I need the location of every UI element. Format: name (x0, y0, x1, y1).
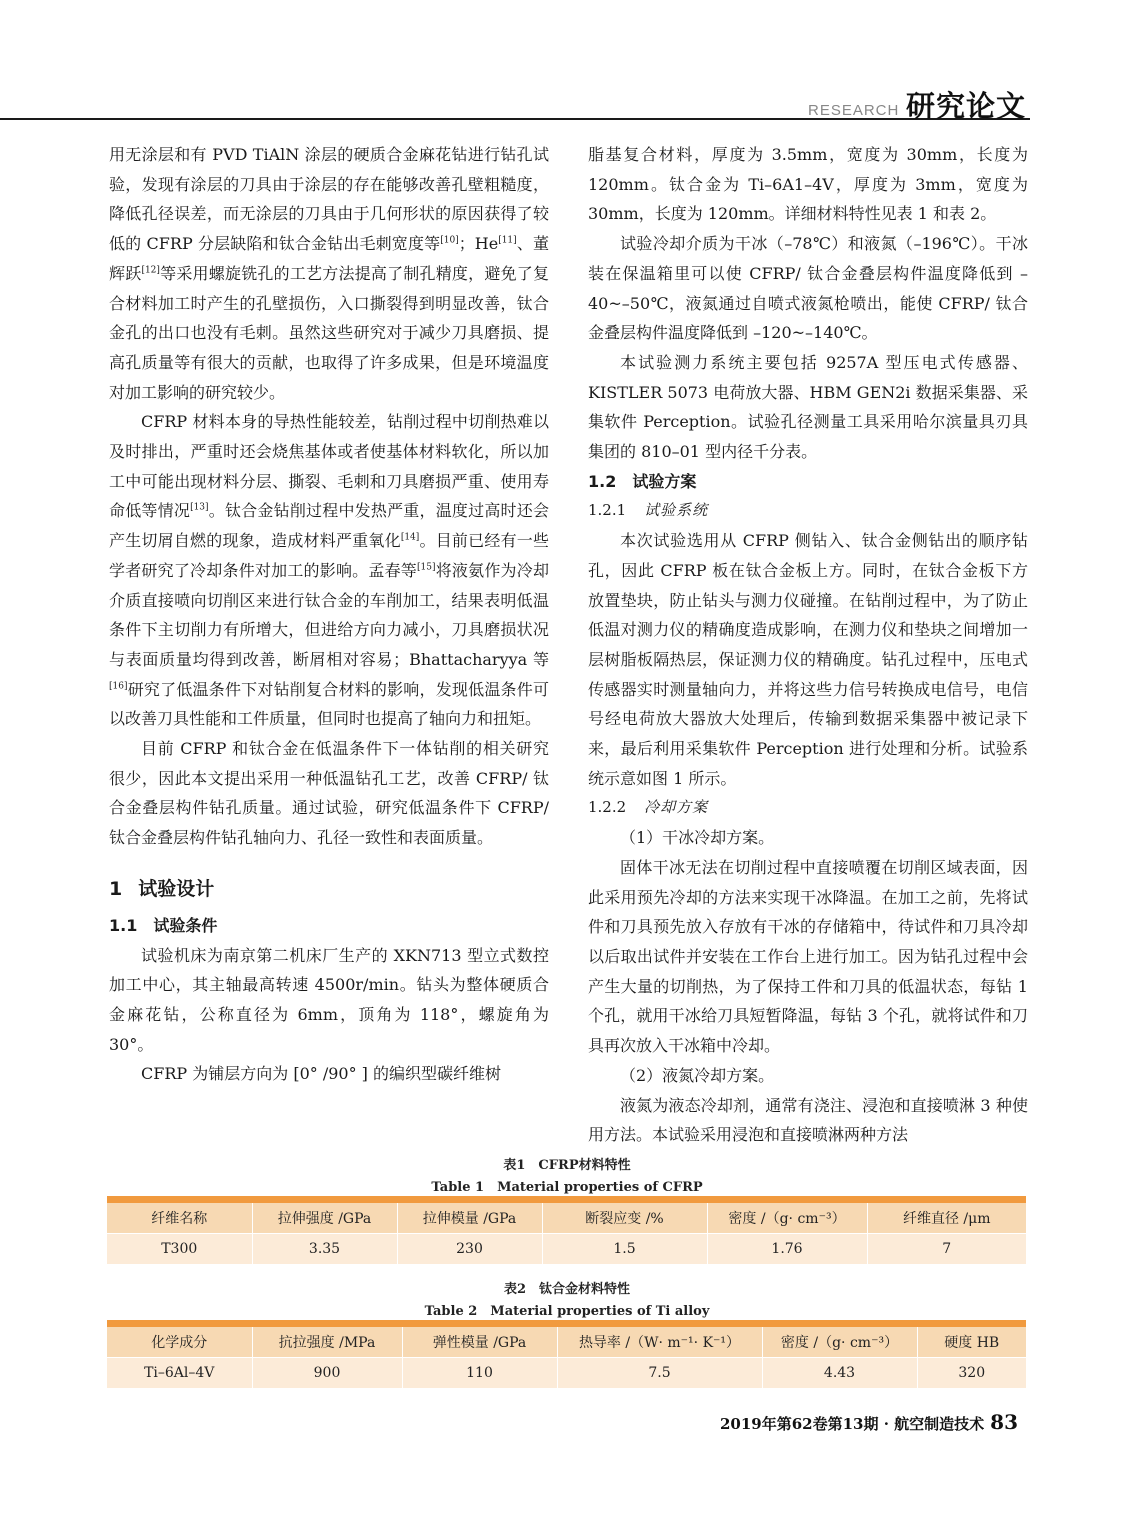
paragraph: 试验冷却介质为干冰（–78℃）和液氮（–196℃）。干冰装在保温箱里可以使 CFRP/ 钛合金叠层构件温度降低到 –40~–50℃，液氮通过自喷式液氮枪喷出，能使 CFRP/ 钛合金叠层构件温度降低到 –120~–140℃。 (588, 234, 1028, 343)
table-cell: 3.35 (252, 1234, 397, 1265)
table-header-cell: 密度 /（g· cm⁻³） (762, 1324, 917, 1358)
subsubsection-heading: 1.2.1 试验系统 (588, 501, 709, 520)
citation-ref[interactable]: [14] (400, 532, 420, 543)
table-header-cell: 拉伸强度 /GPa (252, 1200, 397, 1234)
citation-ref[interactable]: [12] (141, 265, 160, 276)
table-cell: T300 (107, 1234, 252, 1265)
journal-info: 2019年第62卷第13期 · 航空制造技术 (720, 1415, 985, 1433)
table-header-cell: 化学成分 (107, 1324, 252, 1358)
table-header-cell: 断裂应变 /% (542, 1200, 707, 1234)
table1-caption-cn: 表1 CFRP材料特性 (503, 1158, 631, 1173)
table-cell: 1.76 (707, 1234, 867, 1265)
section-heading: 1 试验设计 (109, 877, 215, 900)
table-header-row (107, 1200, 1026, 1234)
table-cell: 7.5 (557, 1358, 762, 1389)
citation-ref[interactable]: [11] (498, 235, 517, 246)
citation-ref[interactable]: [16] (109, 681, 128, 692)
table1 (107, 1196, 1026, 1264)
table-header-cell: 密度 /（g· cm⁻³） (707, 1200, 867, 1234)
table-header-row (107, 1324, 1026, 1358)
paragraph: （1）干冰冷却方案。 (620, 828, 775, 848)
paragraph: 脂基复合材料，厚度为 3.5mm，宽度为 30mm，长度为 120mm。钛合金为 Ti–6A1–4V，厚度为 3mm，宽度为 30mm，长度为 120mm。详细材料特性见表 1 和表 2。 (588, 145, 1028, 224)
citation-ref[interactable]: [13] (190, 503, 209, 514)
table-header-cell: 硬度 HB (917, 1324, 1026, 1358)
paragraph: 本试验测力系统主要包括 9257A 型压电式传感器、KISTLER 5073 电荷放大器、HBM GEN2i 数据采集器、采集软件 Perception。试验孔径测量工具采用哈尔滨量具刃具集团的 810–01 型内径千分表。 (588, 352, 1028, 462)
paragraph: 目前 CFRP 和钛合金在低温条件下一体钻削的相关研究很少，因此本文提出采用一种低温钻孔工艺，改善 CFRP/ 钛合金叠层构件钻孔质量。通过试验，研究低温条件下 CFRP/ 钛合金叠层构件钻孔轴向力、孔径一致性和表面质量。 (109, 739, 549, 848)
subsection-heading: 1.2 试验方案 (588, 471, 697, 491)
table2-caption-en: Table 2 Material properties of Ti alloy (424, 1304, 710, 1319)
paragraph: 用无涂层和有 PVD TiAlN 涂层的硬质合金麻花钻进行钻孔试验，发现有涂层的刀具由于涂层的存在能够改善孔壁粗糙度，降低孔径误差，而无涂层的刀具由于几何形状的原因获得了较低的 CFRP 分层缺陷和钛合金钻出毛刺宽度等[10]；He[11]、董辉跃[12]等采用螺旋铣孔的工艺方法提高了制孔精度，避免了复合材料加工时产生的孔壁损伤，入口撕裂得到明显改善，钛合金孔的出口也没有毛刺。虽然这些研究对于减少刀具磨损、提高孔质量等有很大的贡献，也取得了许多成果，但是环境温度对加工影响的研究较少。 (109, 145, 549, 402)
section-title: 研究论文 (906, 89, 1027, 123)
paragraph: （2）液氮冷却方案。 (620, 1065, 775, 1085)
research-label: RESEARCH (808, 102, 900, 119)
paragraph: 固体干冰无法在切削过程中直接喷覆在切削区域表面，因此采用预先冷却的方法来实现干冰降温。在加工之前，先将试件和刀具预先放入存放有干冰的存储箱中，待试件和刀具冷却以后取出试件并安装在工作台上进行加工。因为钻孔过程中会产生大量的切削热，为了保持工件和刀具的低温状态，每钻 1 个孔，就用干冰给刀具短暂降温，每钻 3 个孔，就将试件和刀具再次放入干冰箱中冷却。 (588, 857, 1028, 1056)
citation-ref[interactable]: [15] (417, 562, 436, 573)
paragraph: 试验机床为南京第二机床厂生产的 XKN713 型立式数控加工中心，其主轴最高转速 4500r/min。钻头为整体硬质合金麻花钻，公称直径为 6mm，顶角为 118°，螺旋角为 30°。 (109, 945, 549, 1054)
subsection-heading: 1.1 试验条件 (109, 915, 218, 935)
table-header-cell: 抗拉强度 /MPa (252, 1324, 402, 1358)
paragraph: 液氮为液态冷却剂，通常有浇注、浸泡和直接喷淋 3 种使用方法。本试验采用浸泡和直接喷淋两种方法 (588, 1095, 1028, 1145)
table-cell: 230 (397, 1234, 542, 1265)
table-cell: 7 (867, 1234, 1026, 1265)
table-header-cell: 热导率 /（W· m⁻¹· K⁻¹） (557, 1324, 762, 1358)
subsubsection-heading: 1.2.2 冷却方案 (588, 798, 709, 817)
table-cell: 4.43 (762, 1358, 917, 1389)
table-header-cell: 纤维直径 /μm (867, 1200, 1026, 1234)
paragraph: 本次试验选用从 CFRP 侧钻入、钛合金侧钻出的顺序钻孔，因此 CFRP 板在钛合金板上方。同时，在钛合金板下方放置垫块，防止钻头与测力仪碰撞。在钻削过程中，为了防止低温对测力仪的精确度造成影响，在测力仪和垫块之间增加一层树脂板隔热层，保证测力仪的精确度。钻孔过程中，压电式传感器实时测量轴向力，并将这些力信号转换成电信号，电信号经电荷放大器放大处理后，传输到数据采集器中被记录下来，最后利用采集软件 Perception 进行处理和分析。试验系统示意如图 1 所示。 (588, 531, 1028, 788)
table2 (107, 1320, 1026, 1388)
right-column (588, 140, 1028, 1150)
table-cell: Ti–6Al–4V (107, 1358, 252, 1389)
page-number: 83 (990, 1410, 1019, 1434)
table-cell: 1.5 (542, 1234, 707, 1265)
page-footer (720, 1410, 1018, 1434)
citation-ref[interactable]: [10] (440, 235, 459, 246)
table1-caption-en: Table 1 Material properties of CFRP (431, 1180, 703, 1195)
table-header-cell: 弹性模量 /GPa (402, 1324, 557, 1358)
table-row (107, 1234, 1026, 1265)
left-column (109, 140, 549, 1089)
paragraph: CFRP 材料本身的导热性能较差，钻削过程中切削热难以及时排出，严重时还会烧焦基体或者使基体材料软化，所以加工中可能出现材料分层、撕裂、毛刺和刀具磨损严重、使用寿命低等情况[13]。钛合金钻削过程中发热严重，温度过高时还会产生切屑自燃的现象，造成材料严重氧化[14]。目前已经有一些学者研究了冷却条件对加工的影响。孟春等[15]将液氨作为冷却介质直接喷向切削区来进行钛合金的车削加工，结果表明低温条件下主切削力有所增大，但进给方向力减小，刀具磨损状况与表面质量均得到改善，断屑相对容易；Bhattacharyya 等[16]研究了低温条件下对钻削复合材料的影响，发现低温条件可以改善刀具性能和工件质量，但同时也提高了轴向力和扭矩。 (109, 412, 549, 729)
table-header-cell: 拉伸模量 /GPa (397, 1200, 542, 1234)
table-header-cell: 纤维名称 (107, 1200, 252, 1234)
paragraph: CFRP 为铺层方向为 [0° /90° ] 的编织型碳纤维树 (141, 1064, 502, 1084)
table-cell: 110 (402, 1358, 557, 1389)
table-cell: 900 (252, 1358, 402, 1389)
table2-caption-cn: 表2 钛合金材料特性 (503, 1282, 631, 1297)
table-cell: 320 (917, 1358, 1026, 1389)
table-row (107, 1358, 1026, 1389)
